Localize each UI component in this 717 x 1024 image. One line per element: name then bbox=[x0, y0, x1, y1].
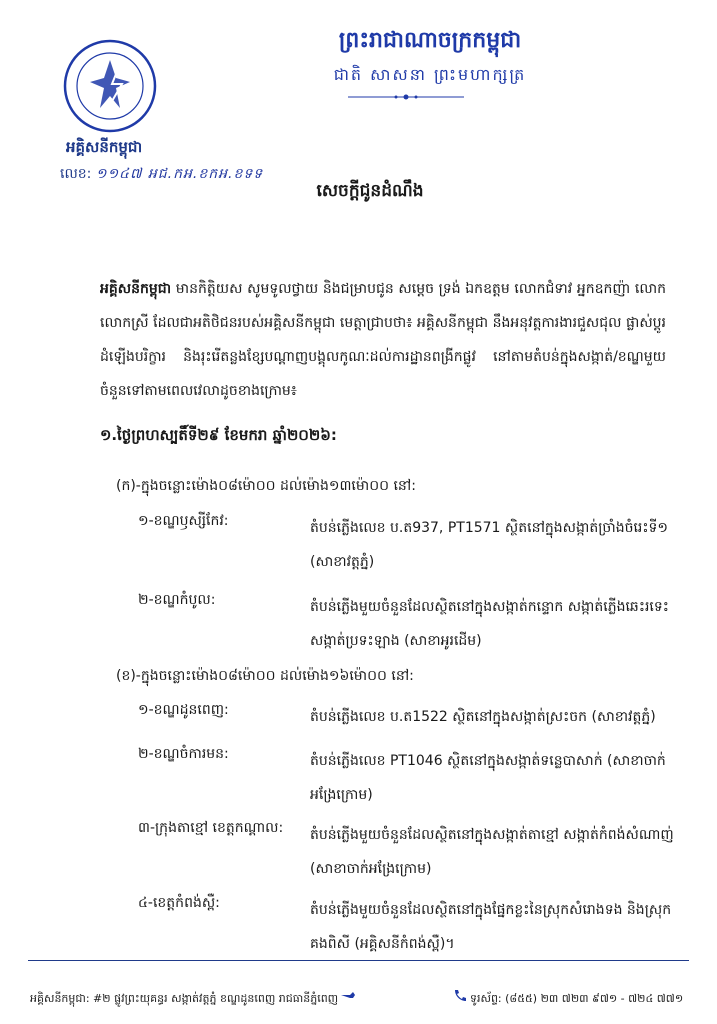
outage-location: តំបន់ភ្លើងលេខ ប.ត937, PT1571 ស្ថិតនៅក្នុងសង្កាត់ច្រាំងចំរេះទី១ (សាខាវត្តភ្នំ) bbox=[310, 520, 669, 570]
intro-lead: អគ្គិសនីកម្ពុជា bbox=[100, 281, 172, 297]
kingdom-line-1: ព្រះរាជាណាចក្រកម្ពុជា bbox=[338, 27, 522, 53]
outage-location: តំបន់ភ្លើងមួយចំនួនដែលស្ថិតនៅក្នុងសង្កាត់កន្ទោក សង្កាត់ភ្លើងឆេះរទេះ សង្កាត់ប្រទះឡាង (សាខាអូរដើម) bbox=[310, 599, 669, 649]
outage-area: ៤-ខេត្តកំពង់ស្ពឺ: bbox=[138, 895, 220, 911]
reference-number bbox=[60, 164, 263, 185]
outage-location: តំបន់ភ្លើងមួយចំនួនដែលស្ថិតនៅក្នុងសង្កាត់តាខ្មៅ សង្កាត់កំពង់សំណាញ់ (សាខាចាក់អង្រែក្រោម) bbox=[310, 827, 674, 877]
notice-title: សេចក្ដីជូនដំណឹង bbox=[316, 181, 424, 201]
intro-text: មានកិត្តិយស សូមទូលថ្វាយ និងជម្រាបជូន សម្ដេច ទ្រង់ ឯកឧត្តម លោកជំទាវ អ្នកឧកញ៉ា លោក លោកស្រី ដែលជាអតិថិជនរបស់អគ្គិសនីកម្ពុជា មេត្តាជ្រាបថា៖ អគ្គិសនីកម្ពុជា នឹងអនុវត្តការងារជួសជុល ផ្លាស់ប្ដូរដំឡើងបរិក្ខារ និងរុះរើតន្លងខ្សែបណ្ដាញបង្គុលកូណៈដល់ការដ្ឋានពង្រីកផ្លូវ នៅតាមតំបន់ក្នុងសង្កាត់/ខណ្ឌមួយចំនួនទៅតាមពេលវេលាដូចខាងក្រោម៖ bbox=[100, 281, 666, 399]
pointing-hand-icon bbox=[340, 987, 356, 1003]
footer-divider bbox=[28, 960, 689, 961]
period-b-label: (ខ)-ក្នុងចន្លោះម៉ោង០៨ម៉ោ០០ ដល់ម៉ោង១៦ម៉ោ០០ នៅ: bbox=[116, 668, 414, 684]
period-a-label: (ក)-ក្នុងចន្លោះម៉ោង០៨ម៉ោ០០ ដល់ម៉ោង១៣ម៉ោ០០ នៅ: bbox=[116, 478, 416, 494]
outage-area: ២-ខណ្ឌចំការមន: bbox=[138, 746, 229, 762]
outage-location: តំបន់ភ្លើងលេខ ប.ត1522 ស្ថិតនៅក្នុងសង្កាត់ស្រះចក (សាខាវត្តភ្នំ) bbox=[310, 709, 656, 725]
date-heading: ១.ថ្ងៃព្រហស្បតិ៍ទី២៩ ខែមករា ឆ្នាំ២០២៦: bbox=[100, 426, 337, 444]
outage-area: ៣-ក្រុងតាខ្មៅ ខេត្តកណ្ដាល: bbox=[138, 820, 284, 836]
edc-logo-icon bbox=[62, 38, 158, 134]
footer-phone: ទូរស័ព្ទ: (៨៥៥) ២៣ ៧២៣ ៩៧១ - ៧២៤ ៧៧១ bbox=[470, 992, 684, 1005]
outage-area: ២-ខណ្ឌកំបូល: bbox=[138, 592, 216, 608]
reference-value: ១១៤៧ អជ.កអ.ខកអ.ខទទ bbox=[95, 166, 264, 182]
phone-icon bbox=[452, 988, 468, 1004]
reference-label: លេខ: bbox=[60, 166, 92, 182]
outage-area: ១-ខណ្ឌឫស្សីកែវ: bbox=[138, 513, 229, 529]
kingdom-line-2: ជាតិ សាសនា ព្រះមហាក្សត្រ bbox=[333, 65, 527, 84]
footer-address: អគ្គិសនីកម្ពុជា: #២ ផ្លូវព្រះយុគន្ធរ សង្កាត់វត្តភ្នំ ខណ្ឌដូនពេញ រាជធានីភ្នំពេញ bbox=[30, 992, 339, 1005]
intro-paragraph bbox=[100, 272, 666, 408]
outage-location: តំបន់ភ្លើងមួយចំនួនដែលស្ថិតនៅក្នុងផ្នែកខ្លះនៃស្រុកសំរោងទង និងស្រុកគងពិសី (អគ្គិសនីកំពង់ស្ពឺ)។ bbox=[310, 902, 672, 952]
org-name: អគ្គិសនីកម្ពុជា bbox=[66, 138, 143, 156]
outage-area: ១-ខណ្ឌដូនពេញ: bbox=[138, 702, 229, 718]
kingdom-heading bbox=[280, 26, 580, 88]
ornament-divider-icon bbox=[346, 92, 466, 102]
outage-location: តំបន់ភ្លើងលេខ PT1046 ស្ថិតនៅក្នុងសង្កាត់ទន្លេបាសាក់ (សាខាចាក់អង្រែក្រោម) bbox=[310, 753, 666, 803]
